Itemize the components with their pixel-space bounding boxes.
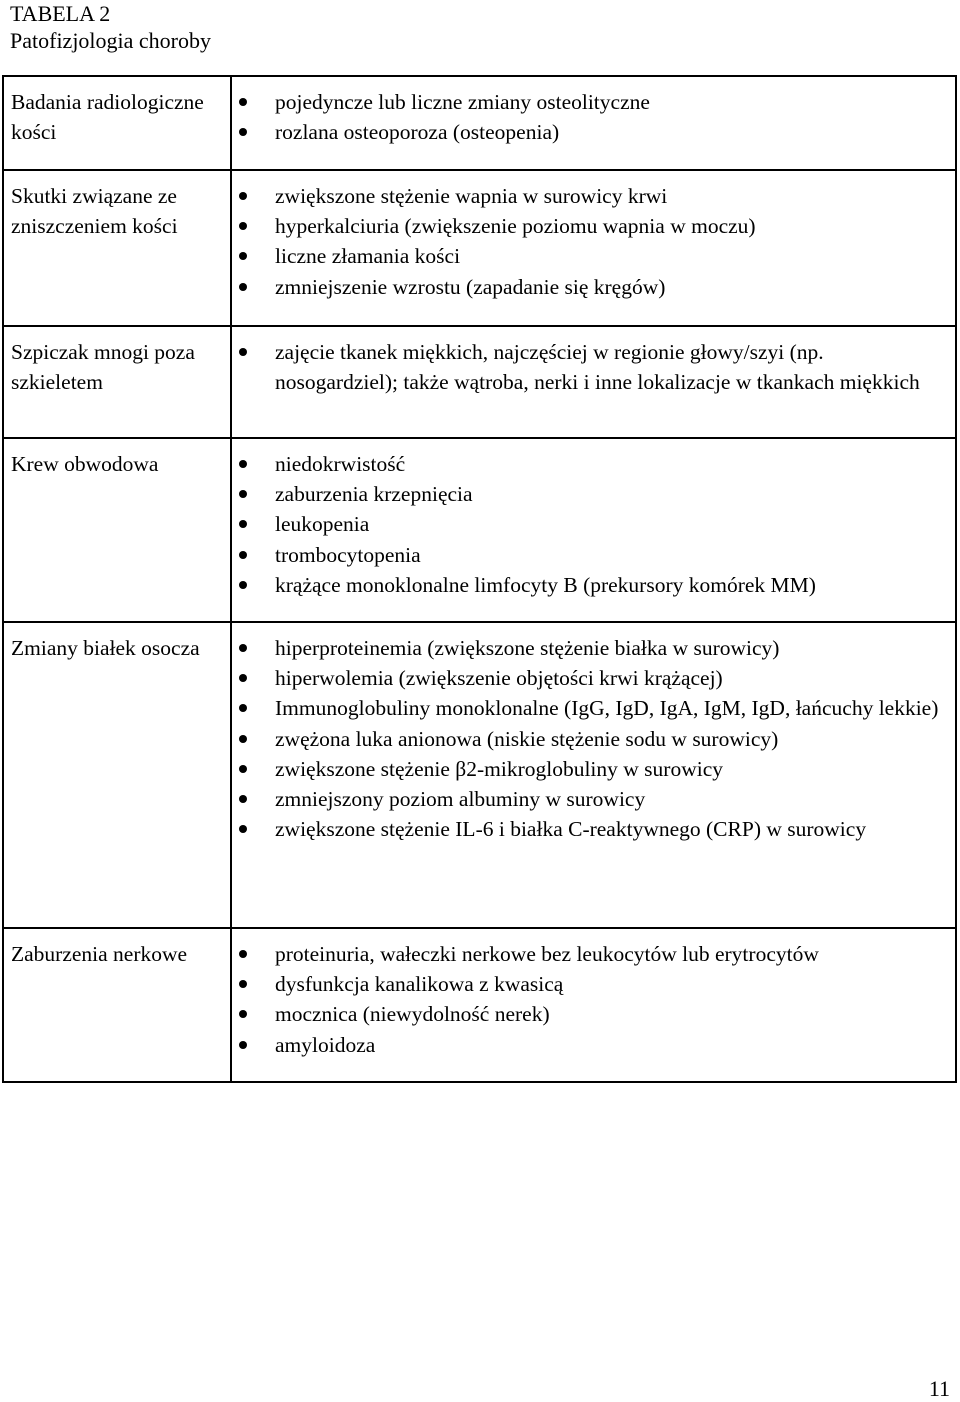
list-item: zmniejszenie wzrostu (zapadanie się kręgów) — [232, 272, 951, 302]
row-items-cell — [231, 326, 956, 438]
bullet-icon — [239, 348, 247, 356]
bullet-icon — [239, 460, 247, 468]
row-label: Skutki związane ze zniszczeniem kości — [11, 184, 178, 239]
bullet-icon — [239, 644, 247, 652]
table-row — [3, 170, 956, 326]
bullet-icon — [239, 490, 247, 498]
list-item: leukopenia — [232, 509, 951, 539]
list-item: dysfunkcja kanalikowa z kwasicą — [232, 969, 951, 999]
item-list — [232, 939, 951, 1060]
pathophysiology-table — [2, 75, 957, 1083]
table-row — [3, 928, 956, 1082]
row-items-cell — [231, 438, 956, 622]
bullet-icon — [239, 765, 247, 773]
list-item: krążące monoklonalne limfocyty B (prekursory komórek MM) — [232, 570, 951, 600]
table-number: TABELA 2 — [10, 1, 111, 26]
bullet-icon — [239, 704, 247, 712]
bullet-icon — [239, 825, 247, 833]
table-row — [3, 438, 956, 622]
table-row — [3, 326, 956, 438]
item-list — [232, 87, 951, 147]
bullet-icon — [239, 795, 247, 803]
list-item: Immunoglobuliny monoklonalne (IgG, IgD, IgA, IgM, IgD, łańcuchy lekkie) — [232, 693, 951, 723]
bullet-icon — [239, 551, 247, 559]
bullet-icon — [239, 128, 247, 136]
row-items-cell — [231, 928, 956, 1082]
table-row — [3, 622, 956, 928]
table-caption — [10, 0, 211, 54]
row-label-cell — [3, 928, 231, 1082]
bullet-icon — [239, 283, 247, 291]
list-item: zaburzenia krzepnięcia — [232, 479, 951, 509]
item-list — [232, 633, 951, 844]
item-list — [232, 337, 951, 397]
list-item: zwiększone stężenie wapnia w surowicy krwi — [232, 181, 951, 211]
list-item: hiperwolemia (zwiększenie objętości krwi krążącej) — [232, 663, 951, 693]
bullet-icon — [239, 735, 247, 743]
row-label: Badania radiologiczne kości — [11, 90, 204, 145]
list-item: proteinuria, wałeczki nerkowe bez leukocytów lub erytrocytów — [232, 939, 951, 969]
bullet-icon — [239, 192, 247, 200]
list-item: zmniejszony poziom albuminy w surowicy — [232, 784, 951, 814]
list-item: hyperkalciuria (zwiększenie poziomu wapnia w moczu) — [232, 211, 951, 241]
list-item: rozlana osteoporoza (osteopenia) — [232, 117, 951, 147]
row-items-cell — [231, 170, 956, 326]
bullet-icon — [239, 1041, 247, 1049]
list-item: zwiększone stężenie β2-mikroglobuliny w surowicy — [232, 754, 951, 784]
bullet-icon — [239, 1010, 247, 1018]
row-label-cell — [3, 438, 231, 622]
row-label: Szpiczak mnogi poza szkieletem — [11, 340, 195, 395]
row-label-cell — [3, 622, 231, 928]
table-row — [3, 76, 956, 170]
table-title: Patofizjologia choroby — [10, 28, 212, 53]
bullet-icon — [239, 950, 247, 958]
list-item: niedokrwistość — [232, 449, 951, 479]
bullet-icon — [239, 252, 247, 260]
bullet-icon — [239, 980, 247, 988]
bullet-icon — [239, 674, 247, 682]
bullet-icon — [239, 581, 247, 589]
row-items-cell — [231, 76, 956, 170]
row-label: Zaburzenia nerkowe — [11, 942, 188, 966]
row-label-cell — [3, 170, 231, 326]
item-list — [232, 449, 951, 600]
list-item: mocznica (niewydolność nerek) — [232, 999, 951, 1029]
bullet-icon — [239, 520, 247, 528]
list-item: zajęcie tkanek miękkich, najczęściej w regionie głowy/szyi (np. nosogardziel); także wątroba, nerki i inne lokalizacje w tkankach miękkich — [232, 337, 951, 397]
item-list — [232, 181, 951, 302]
list-item: amyloidoza — [232, 1030, 951, 1060]
list-item: pojedyncze lub liczne zmiany osteolityczne — [232, 87, 951, 117]
list-item: zwężona luka anionowa (niskie stężenie sodu w surowicy) — [232, 724, 951, 754]
row-label-cell — [3, 76, 231, 170]
row-items-cell — [231, 622, 956, 928]
list-item: liczne złamania kości — [232, 241, 951, 271]
row-label-cell — [3, 326, 231, 438]
list-item: hiperproteinemia (zwiększone stężenie białka w surowicy) — [232, 633, 951, 663]
list-item: trombocytopenia — [232, 540, 951, 570]
bullet-icon — [239, 222, 247, 230]
bullet-icon — [239, 98, 247, 106]
row-label: Zmiany białek osocza — [11, 636, 200, 660]
list-item: zwiększone stężenie IL-6 i białka C-reaktywnego (CRP) w surowicy — [232, 814, 951, 844]
row-label: Krew obwodowa — [11, 452, 159, 476]
page-number: 11 — [928, 1376, 950, 1401]
